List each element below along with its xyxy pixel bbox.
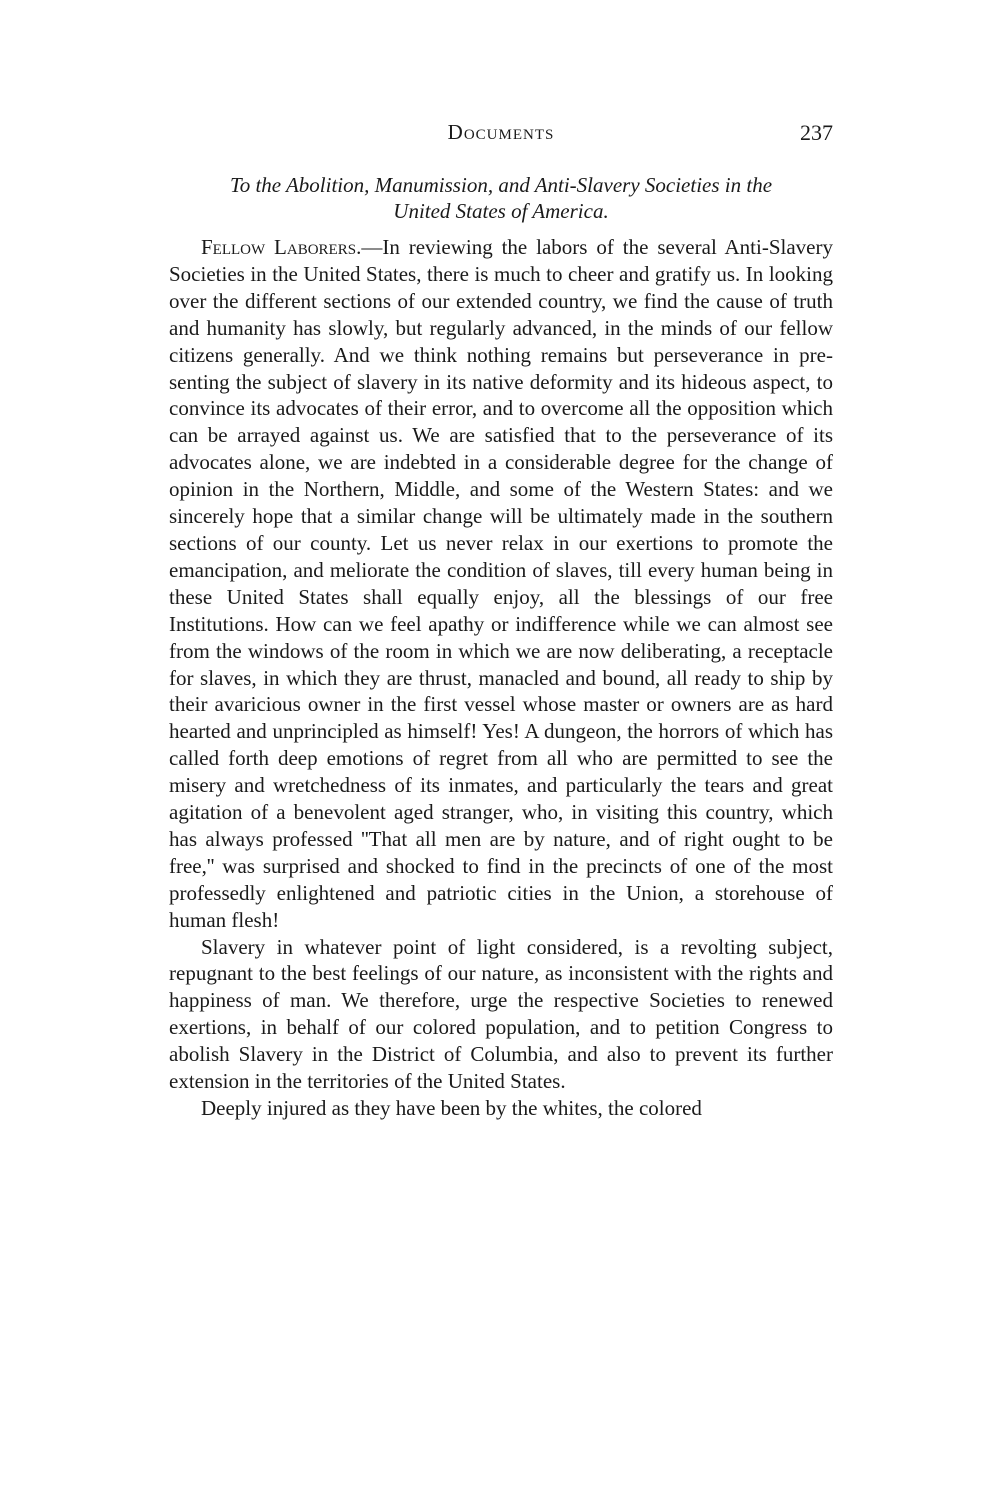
- salutation: Fellow Laborers.: [201, 235, 362, 259]
- running-title: Documents: [447, 120, 555, 144]
- page-number: 237: [800, 120, 833, 145]
- address-heading: [169, 172, 833, 224]
- body-text: [169, 234, 833, 1122]
- document-page: [169, 120, 833, 1122]
- paragraph-1-text: —In reviewing the labors of the several Anti-Slavery Societies in the United States, there is much to cheer and gratify us. In looking over the different sections of our extended country, we find the cause of truth and humanity has slowly, but regularly advanced, in the minds of our fellow citizens generally. And we think nothing remains but perseverance in presenting the subject of slavery in its native deformity and its hideous aspect, to convince its advocates of their error, and to overcome all the opposition which can be arrayed against us. We are satisfied that to the perseverance of its advocates alone, we are indebted in a considerable degree for the change of opinion in the Northern, Middle, and some of the Western States: and we sincerely hope that a similar change will be ultimately made in the southern sections of our county. Let us never relax in our exertions to promote the emancipation, and meliorate the condition of slaves, till every human being in these United States shall equally enjoy, all the blessings of our free Institutions. How can we feel apathy or indifference while we can almost see from the windows of the room in which we are now deliberating, a receptacle for slaves, in which they are thrust, manacled and bound, all ready to ship by their avaricious owner in the first vessel whose master or owners are as hard hearted and unprincipled as himself! Yes! A dungeon, the horrors of which has called forth deep emotions of regret from all who are permitted to see the misery and wretchedness of its inmates, and particularly the tears and great agitation of a benevolent aged stranger, who, in visiting this country, which has always professed ''That all men are by nature, and of right ought to be free,'' was surprised and shocked to find in the precincts of one of the most professedly enlightened and patriotic cities in the Union, a storehouse of human flesh!: [169, 235, 833, 932]
- paragraph-3: Deeply injured as they have been by the whites, the colored: [201, 1096, 702, 1120]
- address-heading-line-1: To the Abolition, Manumission, and Anti-Slavery Societies in the: [229, 173, 773, 197]
- running-head: [169, 120, 833, 150]
- paragraph-2: Slavery in whatever point of light considered, is a revolting subject, repugnant to the best feelings of our nature, as inconsistent with the rights and happiness of man. We therefore, urge the respective Societies to renewed exertions, in behalf of our colored population, and to petition Congress to abolish Slavery in the District of Columbia, and also to prevent its further extension in the territories of the United States.: [169, 934, 833, 1094]
- paragraph-1: [169, 234, 833, 934]
- address-heading-line-2: United States of America.: [393, 199, 609, 223]
